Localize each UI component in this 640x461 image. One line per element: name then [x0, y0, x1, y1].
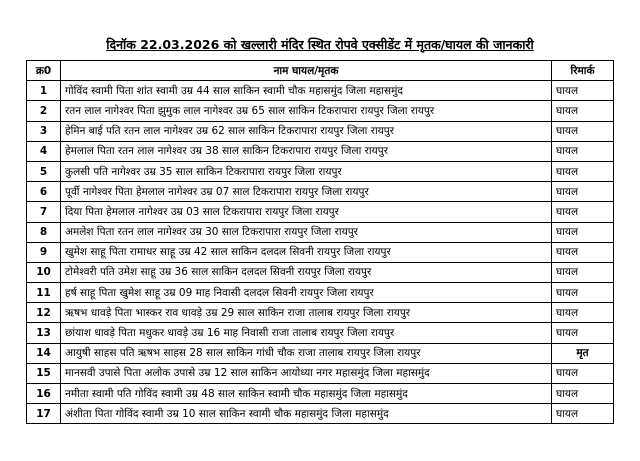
row-serial-number: 2 — [27, 101, 61, 121]
table-row — [27, 283, 614, 303]
row-remark: घायल — [552, 101, 614, 121]
row-serial-number: 10 — [27, 262, 61, 282]
table-row — [27, 161, 614, 181]
row-remark: घायल — [552, 283, 614, 303]
row-remark: घायल — [552, 323, 614, 343]
row-person-details: टोमेश्वरी पति उमेश साहू उम्र 36 साल साकिन दलदल सिवनी रायपुर जिला रायपुर — [61, 262, 552, 282]
table-row — [27, 182, 614, 202]
table-row — [27, 303, 614, 323]
row-person-details: अंशीता पिता गोविंद स्वामी उम्र 10 साल साकिन स्वामी चौक महासमुंद जिला महासमुंद — [61, 404, 552, 424]
table-row — [27, 404, 614, 424]
row-serial-number: 11 — [27, 283, 61, 303]
row-remark: घायल — [552, 161, 614, 181]
table-body — [27, 81, 614, 424]
row-serial-number: 13 — [27, 323, 61, 343]
table-row — [27, 81, 614, 101]
row-person-details: हेमिन बाई पति रतन लाल नागेश्वर उम्र 62 साल साकिन टिकरापारा रायपुर जिला रायपुर — [61, 121, 552, 141]
row-remark: घायल — [552, 404, 614, 424]
row-serial-number: 12 — [27, 303, 61, 323]
table-row — [27, 202, 614, 222]
row-person-details: आयुषी साहस पति ऋषभ साहस 28 साल साकिन गांधी चौक राजा तालाब रायपुर जिला रायपुर — [61, 343, 552, 363]
row-serial-number: 9 — [27, 242, 61, 262]
row-remark: घायल — [552, 121, 614, 141]
table-header-row — [27, 61, 614, 81]
header-serial-number: क्र0 — [27, 61, 61, 81]
row-remark: घायल — [552, 81, 614, 101]
row-person-details: गोविंद स्वामी पिता शांत स्वामी उम्र 44 साल साकिन स्वामी चौक महासमुंद जिला महासमुंद — [61, 81, 552, 101]
row-serial-number: 7 — [27, 202, 61, 222]
table-row — [27, 262, 614, 282]
row-person-details: नमीता स्वामी पति गोविंद स्वामी उम्र 48 साल साकिन स्वामी चौक महासमुंद जिला महासमुंद — [61, 384, 552, 404]
row-serial-number: 17 — [27, 404, 61, 424]
row-remark: घायल — [552, 262, 614, 282]
row-person-details: कुलसी पति नागेश्वर उम्र 35 साल साकिन टिकरापारा रायपुर जिला रायपुर — [61, 161, 552, 181]
row-remark: घायल — [552, 202, 614, 222]
table-row — [27, 242, 614, 262]
table-row — [27, 384, 614, 404]
row-person-details: ऋषभ धावड़े पिता भास्कर राव धावड़े उम्र 29 साल साकिन राजा तालाब रायपुर जिला रायपुर — [61, 303, 552, 323]
row-person-details: रतन लाल नागेश्वर पिता झुमुक लाल नागेश्वर उम्र 65 साल साकिन टिकरापारा रायपुर जिला रायपुर — [61, 101, 552, 121]
row-remark: घायल — [552, 384, 614, 404]
casualty-table — [26, 60, 614, 424]
row-person-details: हेमलाल पिता रतन लाल नागेश्वर उम्र 38 साल साकिन टिकरापारा रायपुर जिला रायपुर — [61, 141, 552, 161]
row-remark: घायल — [552, 222, 614, 242]
row-person-details: पूर्वी नागेश्वर पिता हेमलाल नागेश्वर उम्र 07 साल टिकरापारा रायपुर जिला रायपुर — [61, 182, 552, 202]
row-remark: घायल — [552, 182, 614, 202]
table-row — [27, 323, 614, 343]
row-serial-number: 16 — [27, 384, 61, 404]
row-serial-number: 14 — [27, 343, 61, 363]
table-row — [27, 363, 614, 383]
table-row — [27, 121, 614, 141]
row-serial-number: 5 — [27, 161, 61, 181]
row-person-details: दिया पिता हेमलाल नागेश्वर उम्र 03 साल टिकरापारा रायपुर जिला रायपुर — [61, 202, 552, 222]
row-person-details: अमलेश पिता रतन लाल नागेश्वर उम्र 30 साल टिकरापारा रायपुर जिला रायपुर — [61, 222, 552, 242]
row-remark: घायल — [552, 242, 614, 262]
row-serial-number: 15 — [27, 363, 61, 383]
row-serial-number: 1 — [27, 81, 61, 101]
row-serial-number: 4 — [27, 141, 61, 161]
table-row — [27, 141, 614, 161]
header-remark: रिमार्क — [552, 61, 614, 81]
row-serial-number: 8 — [27, 222, 61, 242]
document-title: दिनॉक 22.03.2026 को खल्लारी मंदिर स्थित रोपवे एक्सीडेंट में मृतक/घायल की जानकारी — [106, 37, 534, 52]
table-row — [27, 343, 614, 363]
row-remark: मृत — [552, 343, 614, 363]
row-person-details: मानसवी उपासे पिता अलोक उपासे उम्र 12 साल साकिन आयोध्या नगर महासमुंद जिला महासमुंद — [61, 363, 552, 383]
table-row — [27, 101, 614, 121]
row-remark: घायल — [552, 303, 614, 323]
row-serial-number: 6 — [27, 182, 61, 202]
header-name: नाम घायल/मृतक — [61, 61, 552, 81]
row-remark: घायल — [552, 363, 614, 383]
row-person-details: हर्ष साहू पिता खुमेश साहू उम्र 09 माह निवासी दलदल सिवनी रायपुर जिला रायपुर — [61, 283, 552, 303]
row-remark: घायल — [552, 141, 614, 161]
table-row — [27, 222, 614, 242]
row-person-details: छांयाश धावड़े पिता मधुकर धावड़े उम्र 16 माह निवासी राजा तालाब रायपुर जिला रायपुर — [61, 323, 552, 343]
row-person-details: खुमेश साहू पिता रामाधर साहू उम्र 42 साल साकिन दलदल सिवनी रायपुर जिला रायपुर — [61, 242, 552, 262]
row-serial-number: 3 — [27, 121, 61, 141]
